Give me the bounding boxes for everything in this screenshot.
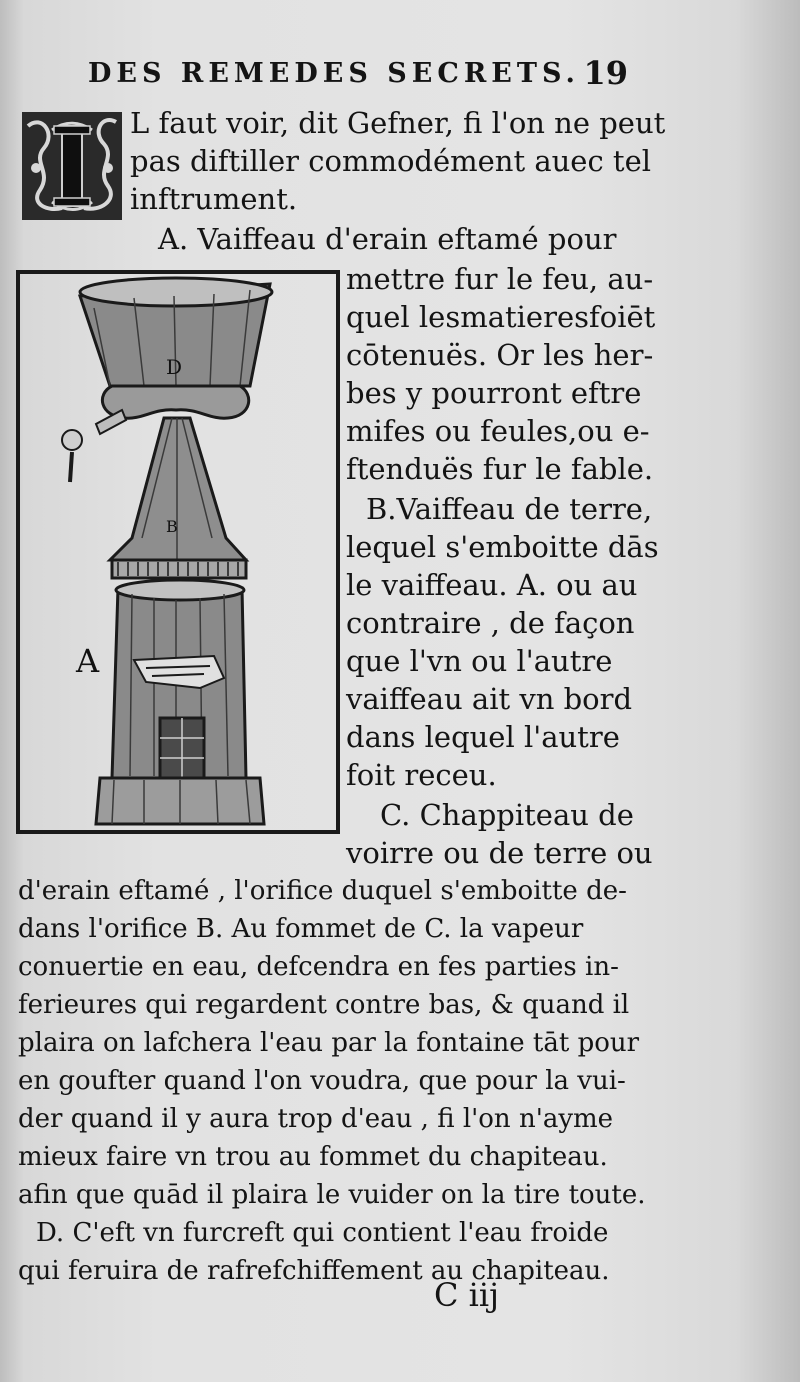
text-line: contraire , de façon [346, 606, 635, 640]
text-line: que l'vn ou l'autre [346, 644, 613, 678]
text-line: pas diftiller commodément auec tel [130, 144, 652, 178]
page-number: 19 [583, 54, 628, 92]
text-line: bes y pourront eftre [346, 376, 642, 410]
text-line: le vaiffeau. A. ou au [346, 568, 638, 602]
text-line: ftenduës fur le fable. [346, 452, 654, 486]
text-line: mieux faire vn trou au fommet du chapiteau. [18, 1142, 608, 1172]
text-line: ferieures qui regardent contre bas, & quand il [18, 990, 630, 1020]
figure-label-d: D [166, 355, 183, 379]
text-line: B.Vaiffeau de terre, [366, 492, 653, 526]
text-line: lequel s'emboitte dās [346, 530, 659, 564]
text-line: C. Chappiteau de [380, 798, 634, 832]
text-line: D. C'eft vn furcreft qui contient l'eau froide [36, 1218, 609, 1248]
text-line: afin que quād il plaira le vuider on la tire toute. [18, 1180, 646, 1210]
signature-mark: C iij [434, 1276, 500, 1314]
header-title: DES REMEDES SECRETS. [88, 58, 580, 89]
text-line: L faut voir, dit Gefner, fi l'on ne peut [130, 106, 666, 140]
ornamental-initial-icon [22, 112, 122, 220]
running-header [88, 54, 628, 98]
text-line: quel lesmatieresfoiēt [346, 300, 656, 334]
text-line: plaira on lafchera l'eau par la fontaine tāt pour [18, 1028, 640, 1058]
text-line: mettre fur le feu, au- [346, 262, 654, 296]
text-line: dans l'orifice B. Au fommet de C. la vapeur [18, 914, 584, 944]
text-line: conuertie en eau, defcendra en fes parties in- [18, 952, 619, 982]
text-line: A. Vaiffeau d'erain eftamé pour [158, 222, 617, 256]
text-line: inftrument. [130, 182, 298, 216]
text-line: der quand il y aura trop d'eau , fi l'on n'ayme [18, 1104, 614, 1134]
text-line: cōtenuës. Or les her- [346, 338, 654, 372]
text-line: mifes ou feules,ou e- [346, 414, 650, 448]
figure-label-a: A [76, 642, 100, 680]
text-line: foit receu. [346, 758, 497, 792]
figure-label-b: B [166, 517, 178, 536]
text-line: dans lequel l'autre [346, 720, 620, 754]
text-line: voirre ou de terre ou [346, 836, 653, 870]
text-line: qui feruira de rafrefchiffement au chapiteau. [18, 1256, 610, 1286]
text-line: d'erain eftamé , l'orifice duquel s'emboitte de- [18, 876, 627, 906]
distillation-apparatus-illustration [14, 268, 344, 838]
text-line: en goufter quand l'on voudra, que pour la vui- [18, 1066, 626, 1096]
text-line: vaiffeau ait vn bord [346, 682, 633, 716]
